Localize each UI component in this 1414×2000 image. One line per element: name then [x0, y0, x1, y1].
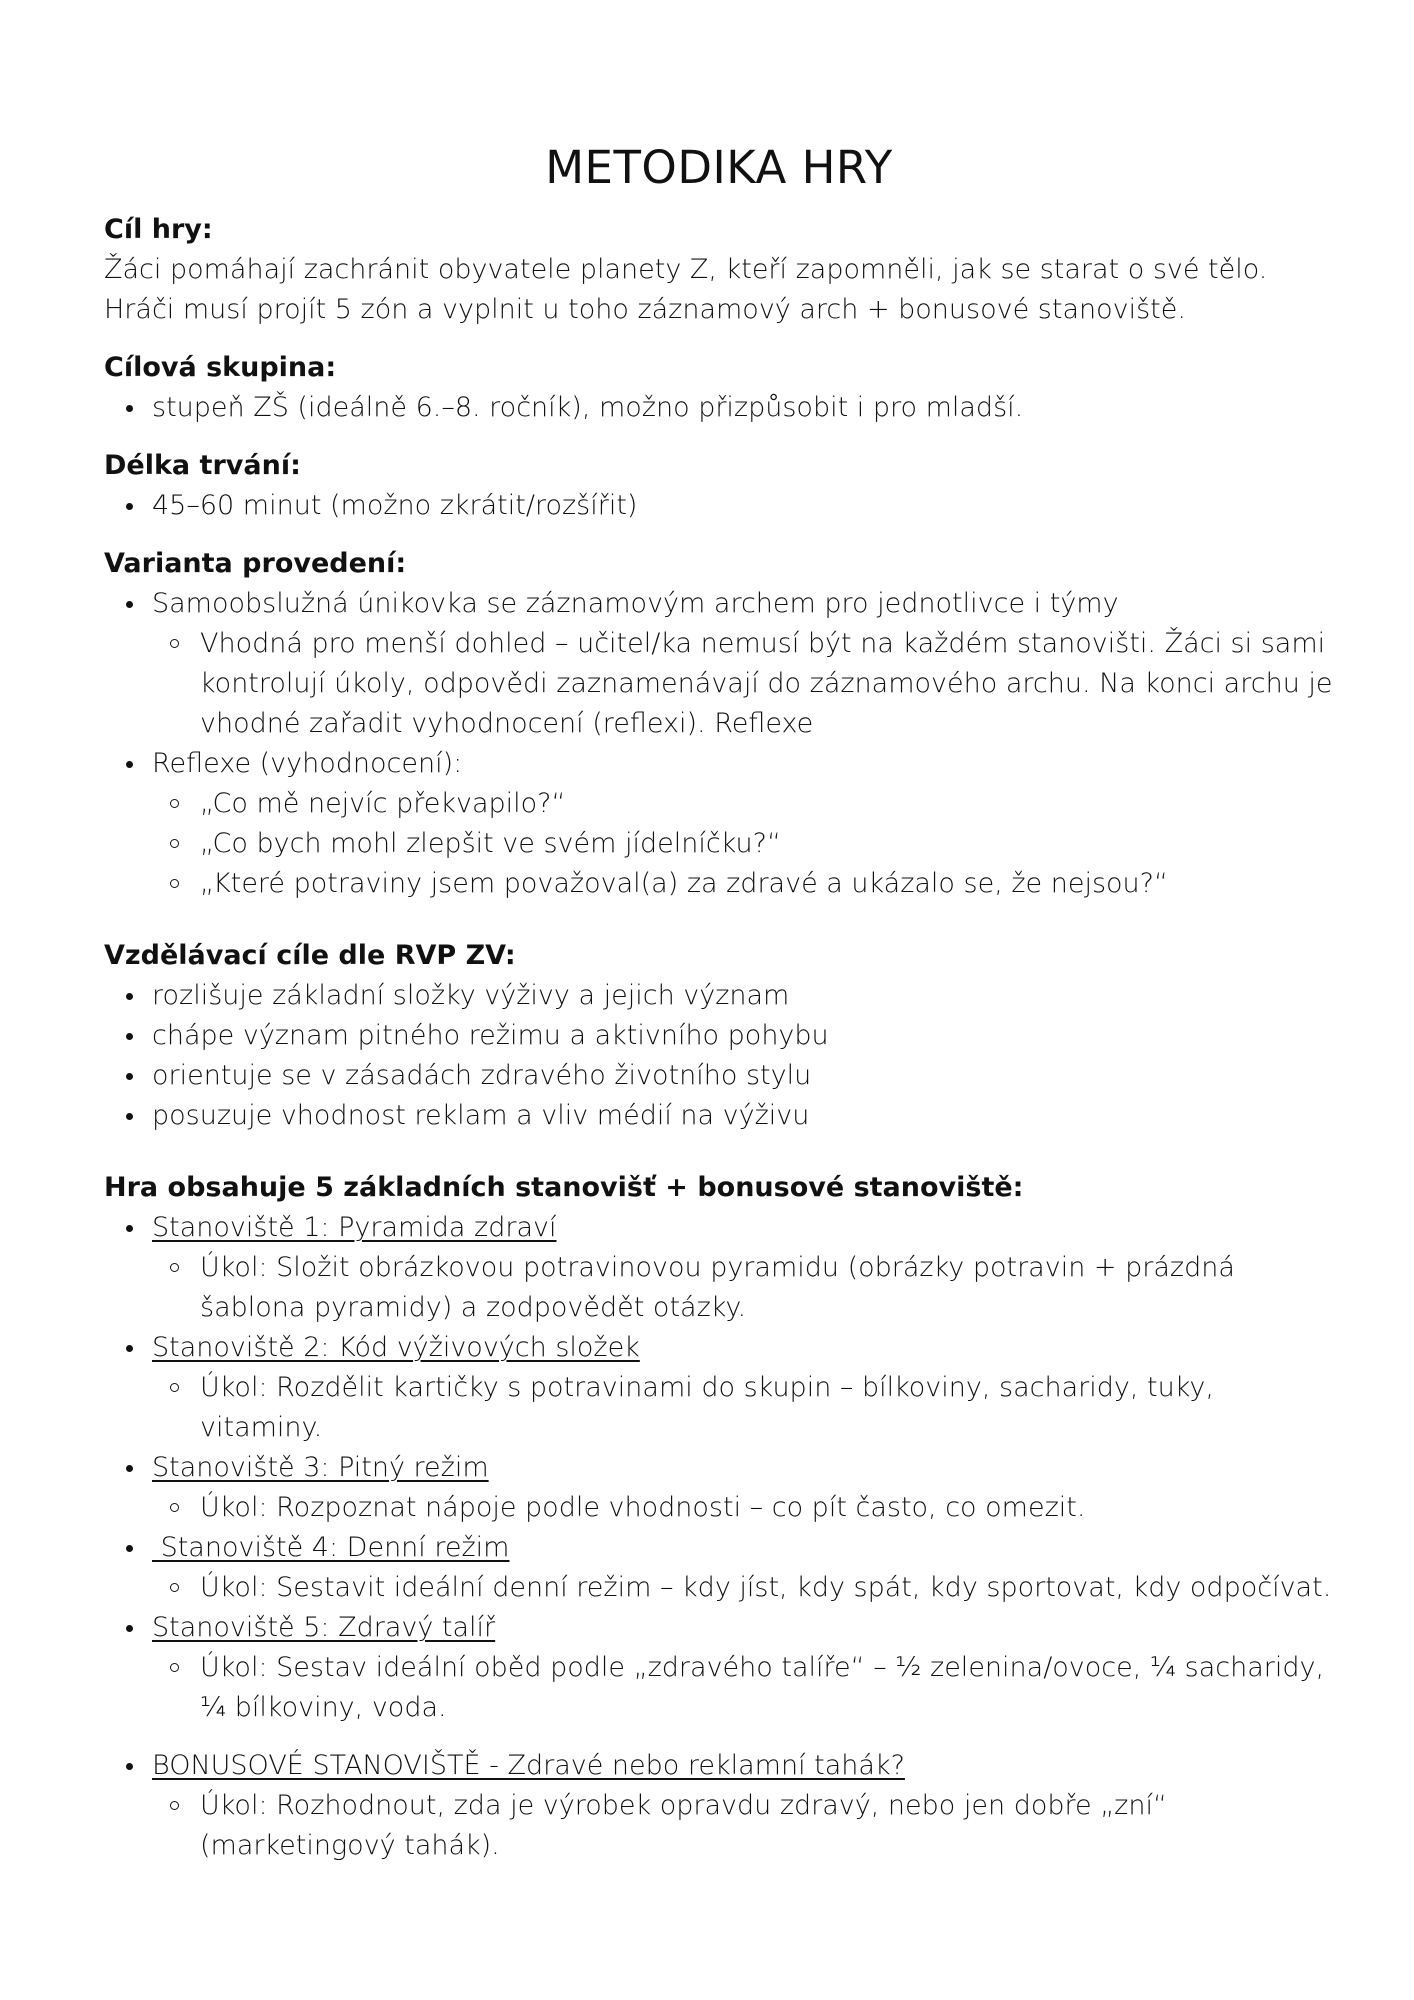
station-task: Úkol: Rozpoznat nápoje podle vhodnosti – co pít často, co omezit. [152, 1488, 1334, 1528]
document-page [104, 140, 1334, 1866]
sub-list-item: Vhodná pro menší dohled – učitel/ka nemusí být na každém stanovišti. Žáci si sami kontrolují úkoly, odpovědi zaznamenávají do záznamového archu. Na konci archu je vhodné zařadit vyhodnocení (reflexi). Reflexe [152, 624, 1334, 744]
variant-list [104, 584, 1334, 904]
duration-list [104, 486, 1334, 526]
variant-item-text: Samoobslužná únikovka se záznamovým archem pro jednotlivce i týmy [152, 588, 1119, 619]
goal-line-2: Hráči musí projít 5 zón a vyplnit u toho záznamový arch + bonusové stanoviště. [104, 294, 1186, 325]
section-target-group [104, 348, 1334, 428]
list-item: chápe význam pitného režimu a aktivního pohybu [104, 1016, 1334, 1056]
station-title: Stanoviště 2: Kód výživových složek [152, 1332, 640, 1363]
section-edu-goals [104, 936, 1334, 1136]
bonus-station-title: BONUSOVÉ STANOVIŠTĚ - Zdravé nebo reklamní tahák? [152, 1750, 905, 1781]
duration-heading: Délka trvání: [104, 450, 301, 481]
bonus-station-task: Úkol: Rozhodnout, zda je výrobek opravdu zdravý, nebo jen dobře „zní“ (marketingový tahák). [152, 1786, 1334, 1866]
bonus-station-item [104, 1746, 1334, 1866]
list-item: posuzuje vhodnost reklam a vliv médií na výživu [104, 1096, 1334, 1136]
sub-list-item: „Které potraviny jsem považoval(a) za zdravé a ukázalo se, že nejsou?“ [152, 864, 1334, 904]
station-item [104, 1208, 1334, 1328]
station-item [104, 1328, 1334, 1448]
station-task: Úkol: Složit obrázkovou potravinovou pyramidu (obrázky potravin + prázdná šablona pyramidy) a zodpovědět otázky. [152, 1248, 1334, 1328]
target-group-heading: Cílová skupina: [104, 352, 337, 383]
variant-heading: Varianta provedení: [104, 548, 407, 579]
edu-goals-heading: Vzdělávací cíle dle RVP ZV: [104, 940, 516, 971]
station-title: Stanoviště 5: Zdravý talíř [152, 1612, 496, 1643]
station-task: Úkol: Rozdělit kartičky s potravinami do skupin – bílkoviny, sacharidy, tuky, vitaminy. [152, 1368, 1334, 1448]
station-item [104, 1528, 1334, 1608]
sub-list-item: „Co bych mohl zlepšit ve svém jídelníčku?“ [152, 824, 1334, 864]
list-item [104, 584, 1334, 744]
list-item [104, 744, 1334, 904]
variant-sublist [152, 624, 1334, 744]
variant-item-text: Reflexe (vyhodnocení): [152, 748, 463, 779]
station-item [104, 1448, 1334, 1528]
station-title: Stanoviště 1: Pyramida zdraví [152, 1212, 557, 1243]
edu-goals-list [104, 976, 1334, 1136]
target-group-list [104, 388, 1334, 428]
station-title: Stanoviště 4: Denní režim [152, 1532, 510, 1563]
page-title: METODIKA HRY [545, 141, 893, 194]
section-goal [104, 210, 1334, 330]
list-item: stupeň ZŠ (ideálně 6.–8. ročník), možno přizpůsobit i pro mladší. [104, 388, 1334, 428]
station-item [104, 1608, 1334, 1728]
sub-list-item: „Co mě nejvíc překvapilo?“ [152, 784, 1334, 824]
goal-line-1: Žáci pomáhají zachránit obyvatele planety Z, kteří zapomněli, jak se starat o své tělo. [104, 254, 1268, 285]
section-duration [104, 446, 1334, 526]
station-task: Úkol: Sestav ideální oběd podle „zdravého talíře“ – ½ zelenina/ovoce, ¼ sacharidy, ¼ bílkoviny, voda. [152, 1648, 1334, 1728]
section-variant [104, 544, 1334, 904]
section-stations [104, 1168, 1334, 1866]
stations-list [104, 1208, 1334, 1728]
list-item: 45–60 minut (možno zkrátit/rozšířit) [104, 486, 1334, 526]
list-item: rozlišuje základní složky výživy a jejich význam [104, 976, 1334, 1016]
reflection-questions [152, 784, 1334, 904]
stations-heading: Hra obsahuje 5 základních stanovišť + bonusové stanoviště: [104, 1172, 1024, 1203]
bonus-station-list [104, 1746, 1334, 1866]
goal-heading: Cíl hry: [104, 214, 213, 245]
list-item: orientuje se v zásadách zdravého životního stylu [104, 1056, 1334, 1096]
station-title: Stanoviště 3: Pitný režim [152, 1452, 489, 1483]
station-task: Úkol: Sestavit ideální denní režim – kdy jíst, kdy spát, kdy sportovat, kdy odpočívat. [152, 1568, 1334, 1608]
